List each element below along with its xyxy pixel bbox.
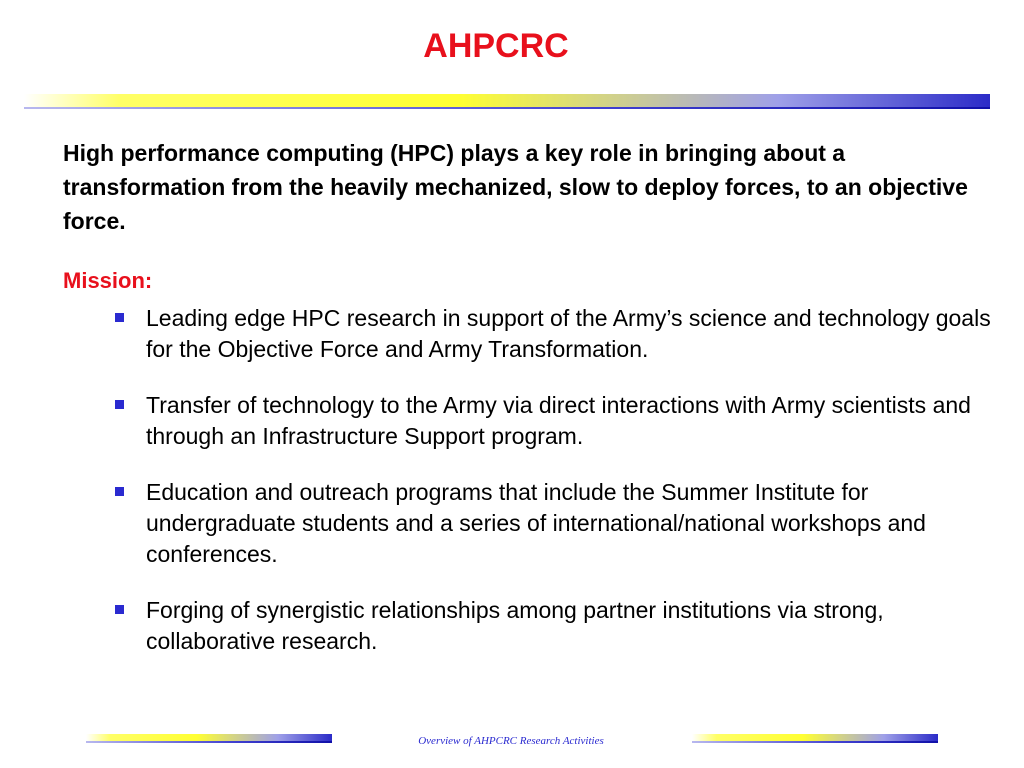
square-bullet-icon	[115, 400, 124, 409]
title-divider-stripe	[24, 93, 990, 109]
mission-bullet-text: Leading edge HPC research in support of the Army’s science and technology goals for the Objective Force and Army Transformation.	[146, 305, 991, 362]
mission-bullet-list	[112, 303, 1002, 682]
mission-bullet-item	[112, 477, 1002, 570]
mission-bullet-item	[112, 595, 1002, 657]
mission-heading: Mission:	[63, 268, 153, 293]
mission-bullet-item	[112, 303, 1002, 365]
intro-paragraph: High performance computing (HPC) plays a key role in bringing about a transformation from the heavily mechanized, slow to deploy forces, to an objective force.	[63, 140, 968, 234]
footer-stripe-right	[692, 733, 938, 743]
mission-bullet-text: Forging of synergistic relationships among partner institutions via strong, collaborative research.	[146, 597, 884, 654]
footer-stripe-left	[86, 733, 332, 743]
slide-title: AHPCRC	[423, 27, 569, 65]
mission-bullet-item	[112, 390, 1002, 452]
square-bullet-icon	[115, 487, 124, 496]
mission-bullet-text: Education and outreach programs that include the Summer Institute for undergraduate students and a series of international/national workshops and conferences.	[146, 479, 926, 567]
footer-caption: Overview of AHPCRC Research Activities	[418, 735, 604, 747]
square-bullet-icon	[115, 605, 124, 614]
square-bullet-icon	[115, 313, 124, 322]
mission-bullet-text: Transfer of technology to the Army via direct interactions with Army scientists and through an Infrastructure Support program.	[146, 392, 971, 449]
